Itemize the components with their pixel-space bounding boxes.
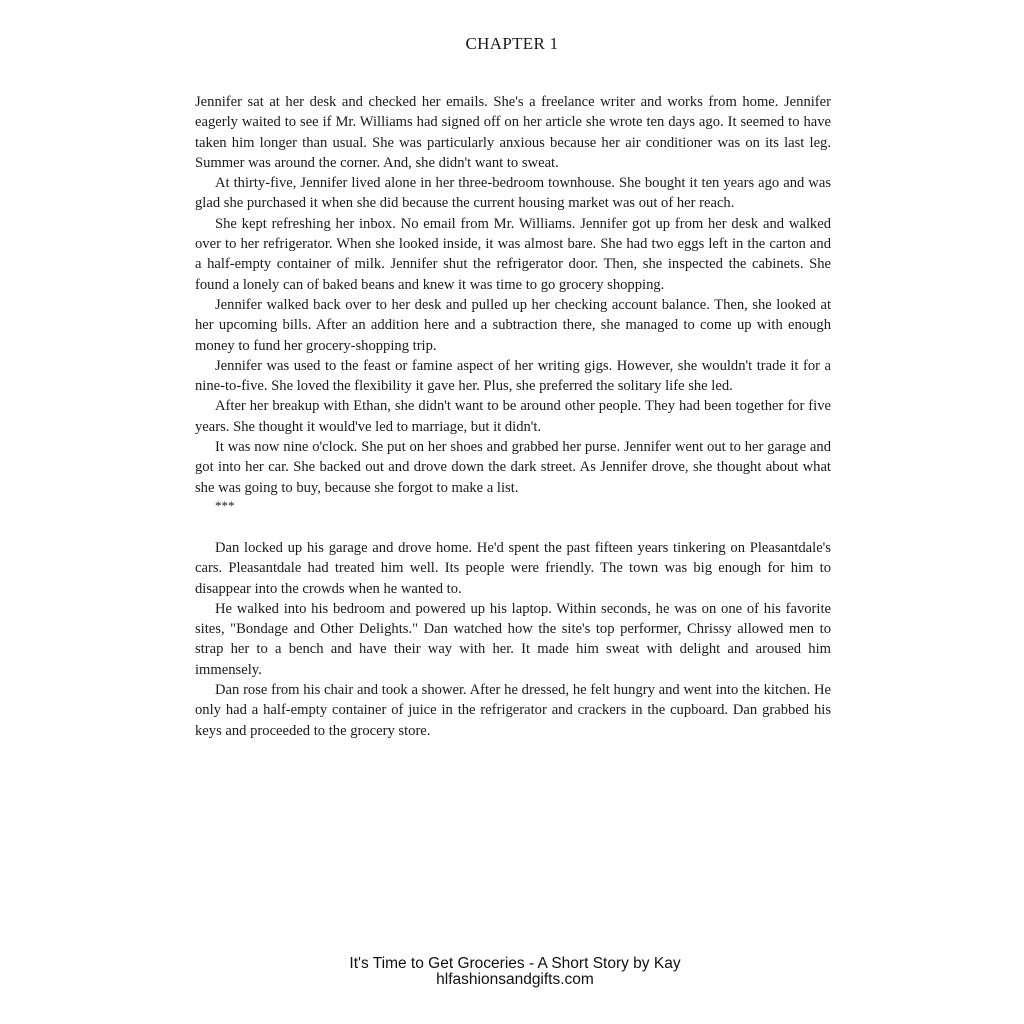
story-body (195, 92, 831, 741)
footer-website: hlfashionsandgifts.com (436, 971, 594, 988)
paragraph: At thirty-five, Jennifer lived alone in her three-bedroom townhouse. She bought it ten years ago and was glad she purchased it when she did because the current housing market was out of her reach. (195, 175, 831, 212)
page-footer (0, 956, 1024, 988)
paragraph: Jennifer was used to the feast or famine aspect of her writing gigs. However, she wouldn't trade it for a nine-to-five. She loved the flexibility it gave her. Plus, she preferred the solitary life she led. (195, 357, 831, 395)
chapter-title: CHAPTER 1 (465, 34, 559, 53)
paragraph: Jennifer sat at her desk and checked her emails. She's a freelance writer and works from home. Jennifer eagerly waited to see if Mr. Williams had signed off on her article she wrote ten days ago. It seemed to have taken him longer than usual. She was particularly anxious because her air conditioner was on its last leg. Summer was around the corner. And, she didn't want to sweat. (195, 94, 831, 171)
paragraph: Jennifer walked back over to her desk and pulled up her checking account balance. Then, she looked at her upcoming bills. After an addition here and a subtraction there, she managed to come up with enough money to fund her grocery-shopping trip. (195, 296, 831, 354)
paragraph: It was now nine o'clock. She put on her shoes and grabbed her purse. Jennifer went out to her garage and got into her car. She backed out and drove down the dark street. As Jennifer drove, she thought about what she was going to buy, because she forgot to make a list. (195, 439, 831, 496)
paragraph: She kept refreshing her inbox. No email from Mr. Williams. Jennifer got up from her desk and walked over to her refrigerator. When she looked inside, it was almost bare. She had two eggs left in the carton and a half-empty container of milk. Jennifer shut the refrigerator door. Then, she inspected the cabinets. She found a lonely can of baked beans and knew it was time to go grocery shopping. (195, 215, 831, 293)
paragraph: Dan rose from his chair and took a shower. After he dressed, he felt hungry and went into the kitchen. He only had a half-empty container of juice in the refrigerator and crackers in the cupboard. Dan grabbed his keys and proceeded to the grocery store. (195, 682, 831, 739)
paragraph: After her breakup with Ethan, she didn't want to be around other people. They had been together for five years. She thought it would've led to marriage, but it didn't. (195, 398, 831, 435)
footer-title: It's Time to Get Groceries - A Short Story by Kay (349, 955, 681, 972)
paragraph: Dan locked up his garage and drove home. He'd spent the past fifteen years tinkering on Pleasantdale's cars. Pleasantdale had treated him well. Its people were friendly. The town was big enough for him to disappear into the crowds when he wanted to. (195, 539, 831, 597)
scene-gap (195, 518, 831, 538)
scene-break: *** (215, 497, 235, 513)
paragraph: He walked into his bedroom and powered up his laptop. Within seconds, he was on one of his favorite sites, "Bondage and Other Delights." Dan watched how the site's top performer, Chrissy allowed men to strap her to a bench and have their way with her. It made him sweat with delight and aroused him immensely. (195, 600, 831, 678)
